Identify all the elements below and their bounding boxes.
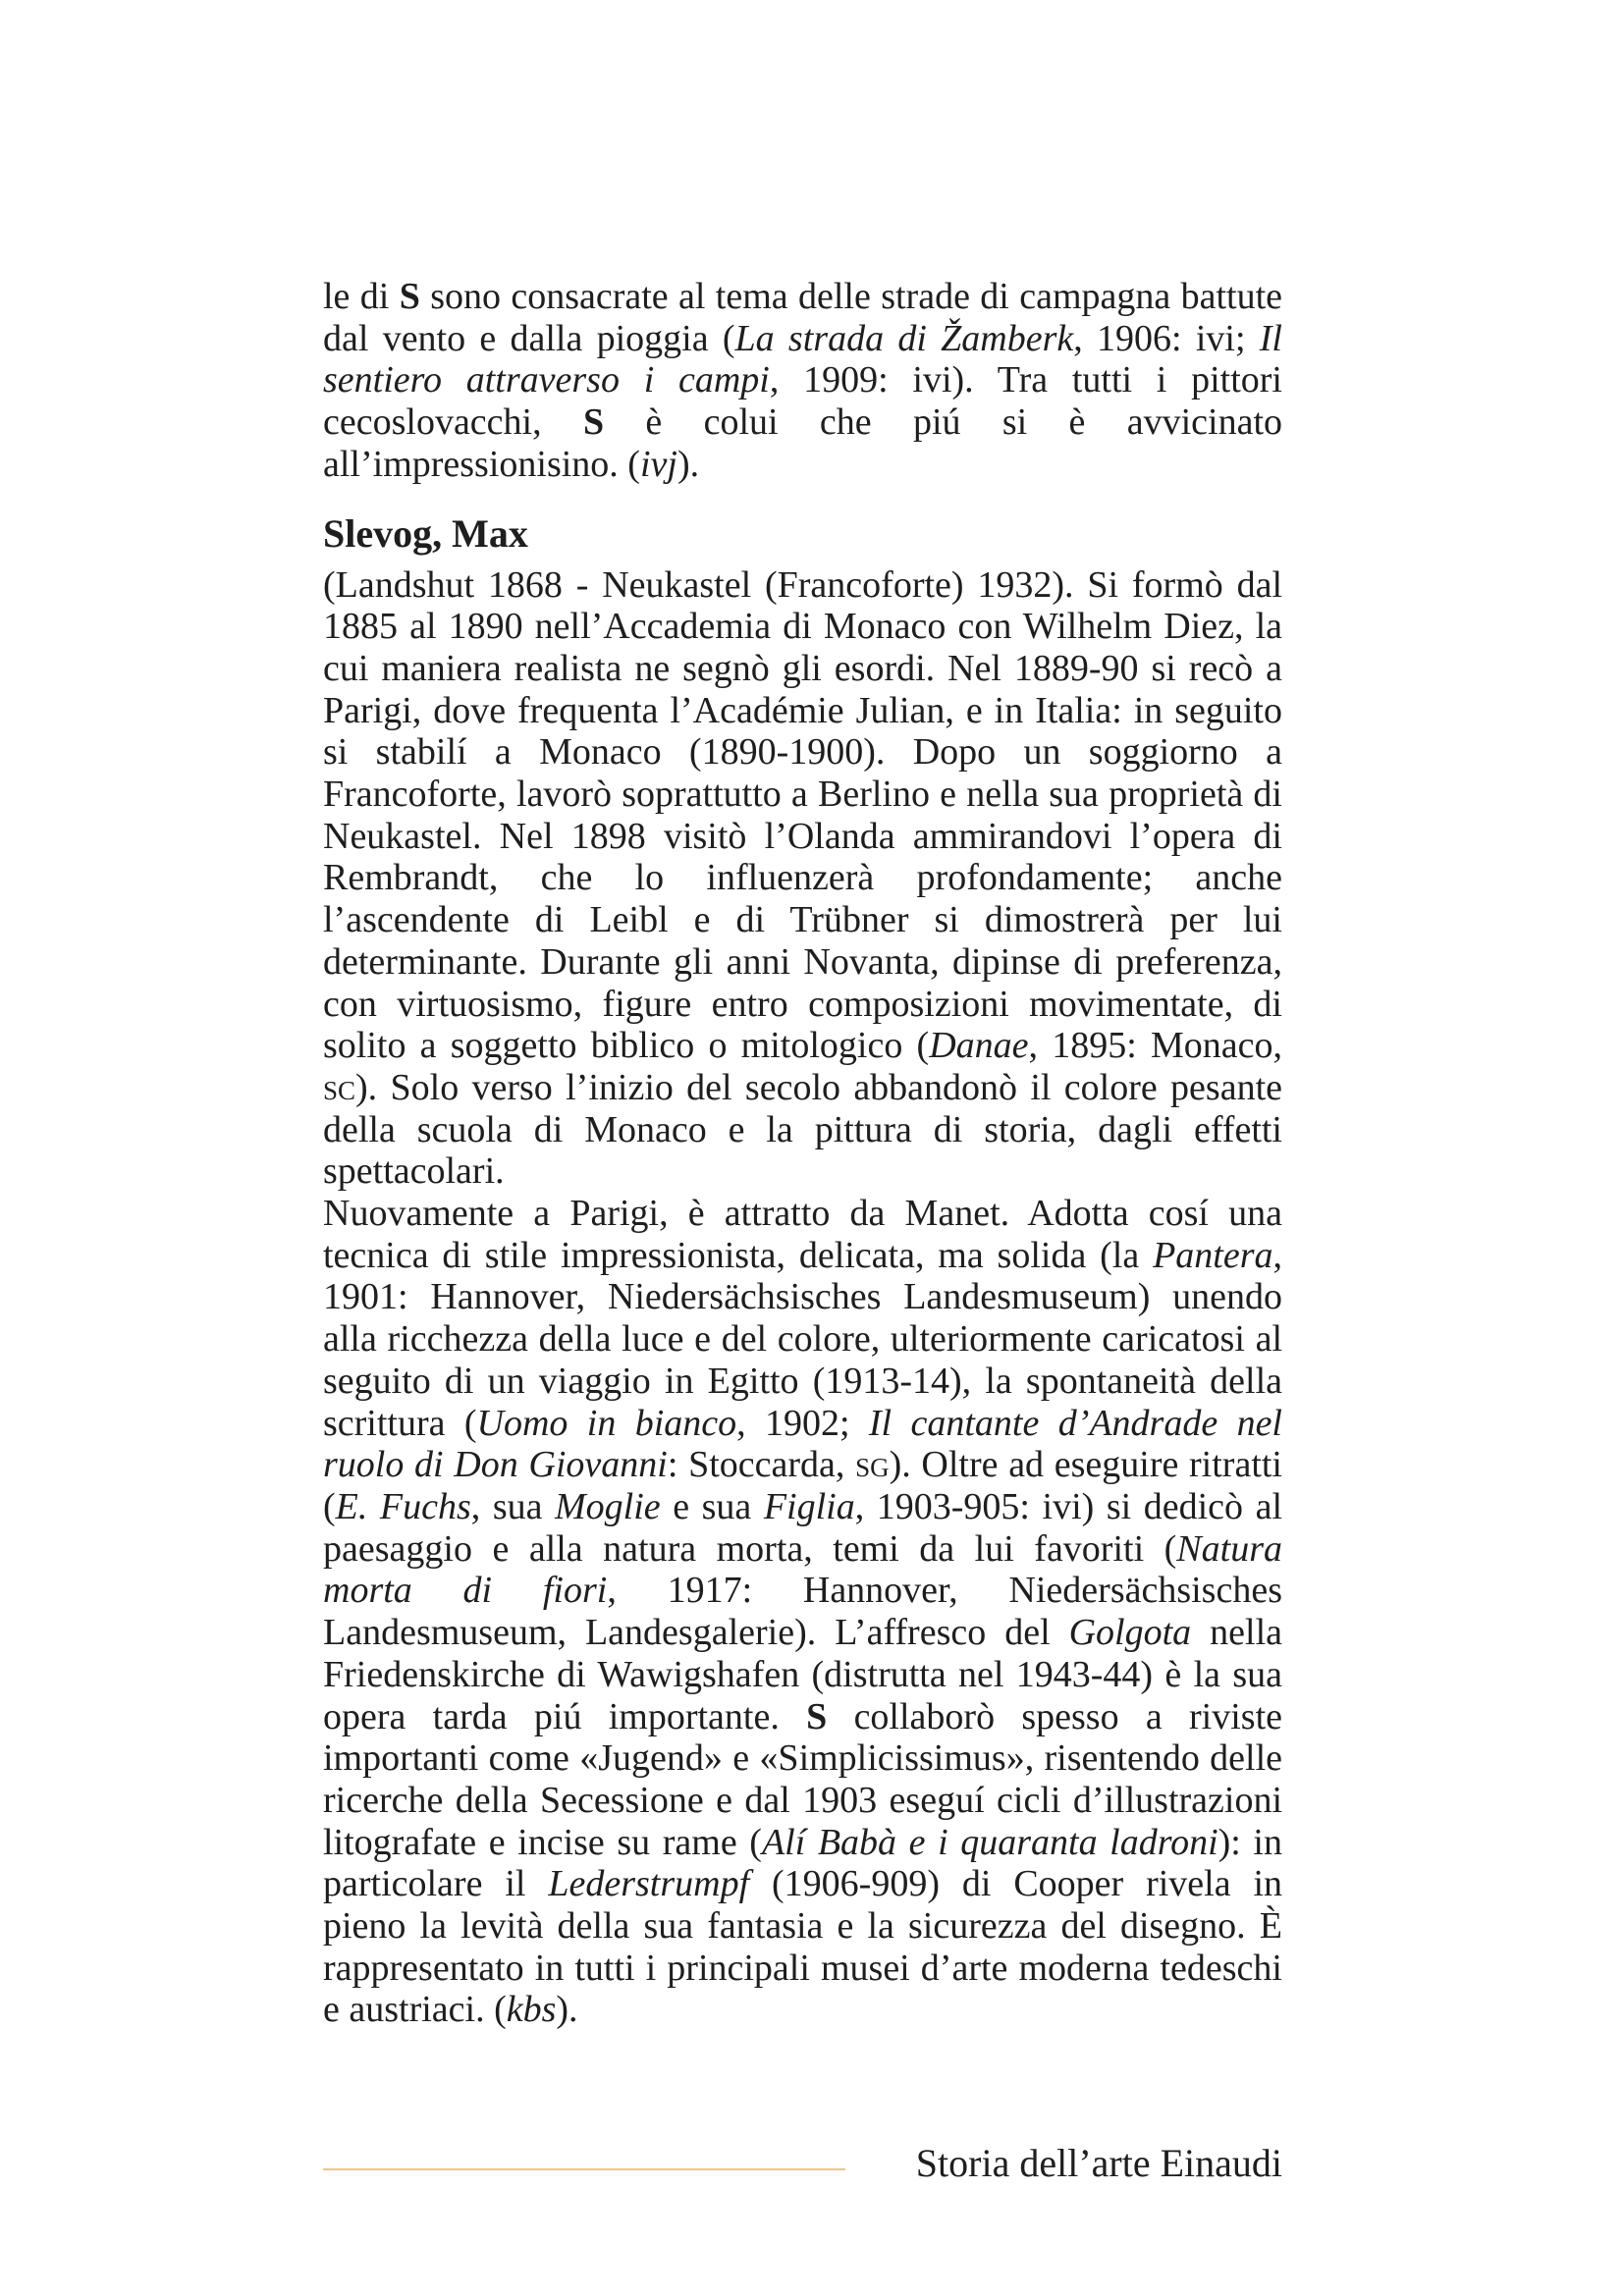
- text-run: , 1895: Monaco,: [1028, 1025, 1282, 1067]
- main-text: [323, 276, 1282, 2031]
- text-run: sg: [855, 1444, 890, 1486]
- text-run: La strada di Žamberk: [734, 317, 1074, 359]
- text-run: E. Fuchs: [335, 1485, 471, 1527]
- text-run: , 1902;: [736, 1402, 869, 1444]
- text-run: è colui che piú si è avvicinato all’impressionisino. (: [323, 401, 1282, 485]
- text-run: ).: [556, 1989, 578, 2031]
- entry-heading: Slevog, Max: [323, 510, 528, 556]
- text-run: , 1917: Hannover, Niedersächsisches Landesmuseum, Landesgalerie). L’affresco del: [323, 1570, 1282, 1654]
- text-run: ). Solo verso l’inizio del secolo abbandonò il colore pesante della scuola di Monaco e la pittura di storia, dagli effetti spettacolari.: [323, 1066, 1282, 1193]
- footer-rule: [323, 2168, 845, 2170]
- text-run: Pantera: [1153, 1234, 1273, 1276]
- footer-title: Storia dell’arte Einaudi: [915, 2141, 1282, 2185]
- text-run: S: [806, 1695, 828, 1737]
- text-run: Nuovamente a Parigi, è attratto da Manet. Adotta cosí una tecnica di stile impressionista, delicata, ma solida (la: [323, 1193, 1282, 1276]
- text-run: : Stoccarda,: [667, 1444, 856, 1486]
- text-run: , 1909: ivi). Tra tutti i pittori cecoslovacchi,: [323, 359, 1282, 444]
- entry-body: [323, 564, 1282, 2032]
- text-run: nella Friedenskirche di Wawigshafen (distrutta nel 1943-44) è la sua opera tarda piú importante.: [323, 1612, 1282, 1737]
- text-run: Il sentiero attraverso i campi: [323, 317, 1282, 401]
- text-run: , 1903-905: ivi) si dedicò al paesaggio e alla natura morta, temi da lui favoriti (: [323, 1485, 1283, 1570]
- text-run: ): in particolare il: [323, 1821, 1282, 1905]
- text-run: ). Oltre ad eseguire ritratti (: [323, 1444, 1282, 1527]
- text-run: , sua: [470, 1485, 556, 1527]
- text-run: , 1901: Hannover, Niedersächsisches Landesmuseum) unendo alla ricchezza della luce e del colore, ulteriormente caricatosi al seguito di un viaggio in Egitto (1913-14), la spontaneità della scrittura (: [323, 1234, 1282, 1444]
- text-run: e sua: [660, 1485, 764, 1527]
- text-run: Il cantante d’Andrade nel ruolo di Don Giovanni: [323, 1402, 1282, 1486]
- text-run: Danae: [929, 1025, 1029, 1067]
- text-run: Uomo in bianco: [476, 1402, 737, 1444]
- text-run: sc: [323, 1066, 356, 1108]
- text-run: S: [582, 401, 605, 444]
- intro-paragraph: [323, 276, 1282, 486]
- text-run: sono consacrate al tema delle strade di campagna battute dal vento e dalla pioggia (: [323, 276, 1282, 359]
- text-run: Alí Babà e i quaranta ladroni: [761, 1821, 1218, 1863]
- text-run: S: [399, 276, 420, 317]
- text-run: , 1906: ivi;: [1073, 317, 1260, 359]
- text-run: le di: [323, 276, 400, 317]
- text-run: (1906-909) di Cooper rivela in pieno la levità della sua fantasia e la sicurezza del disegno. È rappresentato in tutti i principali musei d’arte moderna tedeschi e austriaci. (: [323, 1863, 1283, 2031]
- text-run: kbs: [506, 1989, 557, 2031]
- text-run: Golgota: [1068, 1612, 1192, 1654]
- text-run: Moglie: [555, 1485, 661, 1527]
- text-run: Figlia: [763, 1485, 855, 1527]
- text-run: collaborò spesso a riviste importanti come «Jugend» e «Simplicissimus», risentendo delle ricerche della Secessione e dal 1903 eseguí cicli d’illustrazioni litografate e incise su rame (: [323, 1695, 1282, 1863]
- text-run: (Landshut 1868 - Neukastel (Francoforte) 1932). Si formò dal 1885 al 1890 nell’Accademia di Monaco con Wilhelm Diez, la cui maniera realista ne segnò gli esordi. Nel 1889-90 si recò a Parigi, dove frequenta l’Académie Julian, e in Italia: in seguito si stabilí a Monaco (1890-1900). Dopo un soggiorno a Francoforte, lavorò soprattutto a Berlino e nella sua proprietà di Neukastel. Nel 1898 visitò l’Olanda ammirandovi l’opera di Rembrandt, che lo influenzerà profondamente; anche l’ascendente di Leibl e di Trübner si dimostrerà per lui determinante. Durante gli anni Novanta, dipinse di preferenza, con virtuosismo, figure entro composizioni movimentate, di solito a soggetto biblico o mitologico (: [323, 563, 1282, 1067]
- text-run: Natura morta di fiori: [323, 1527, 1282, 1612]
- text-run: Lederstrumpf: [548, 1863, 750, 1905]
- text-run: ivj: [639, 443, 677, 485]
- text-run: ).: [676, 443, 700, 485]
